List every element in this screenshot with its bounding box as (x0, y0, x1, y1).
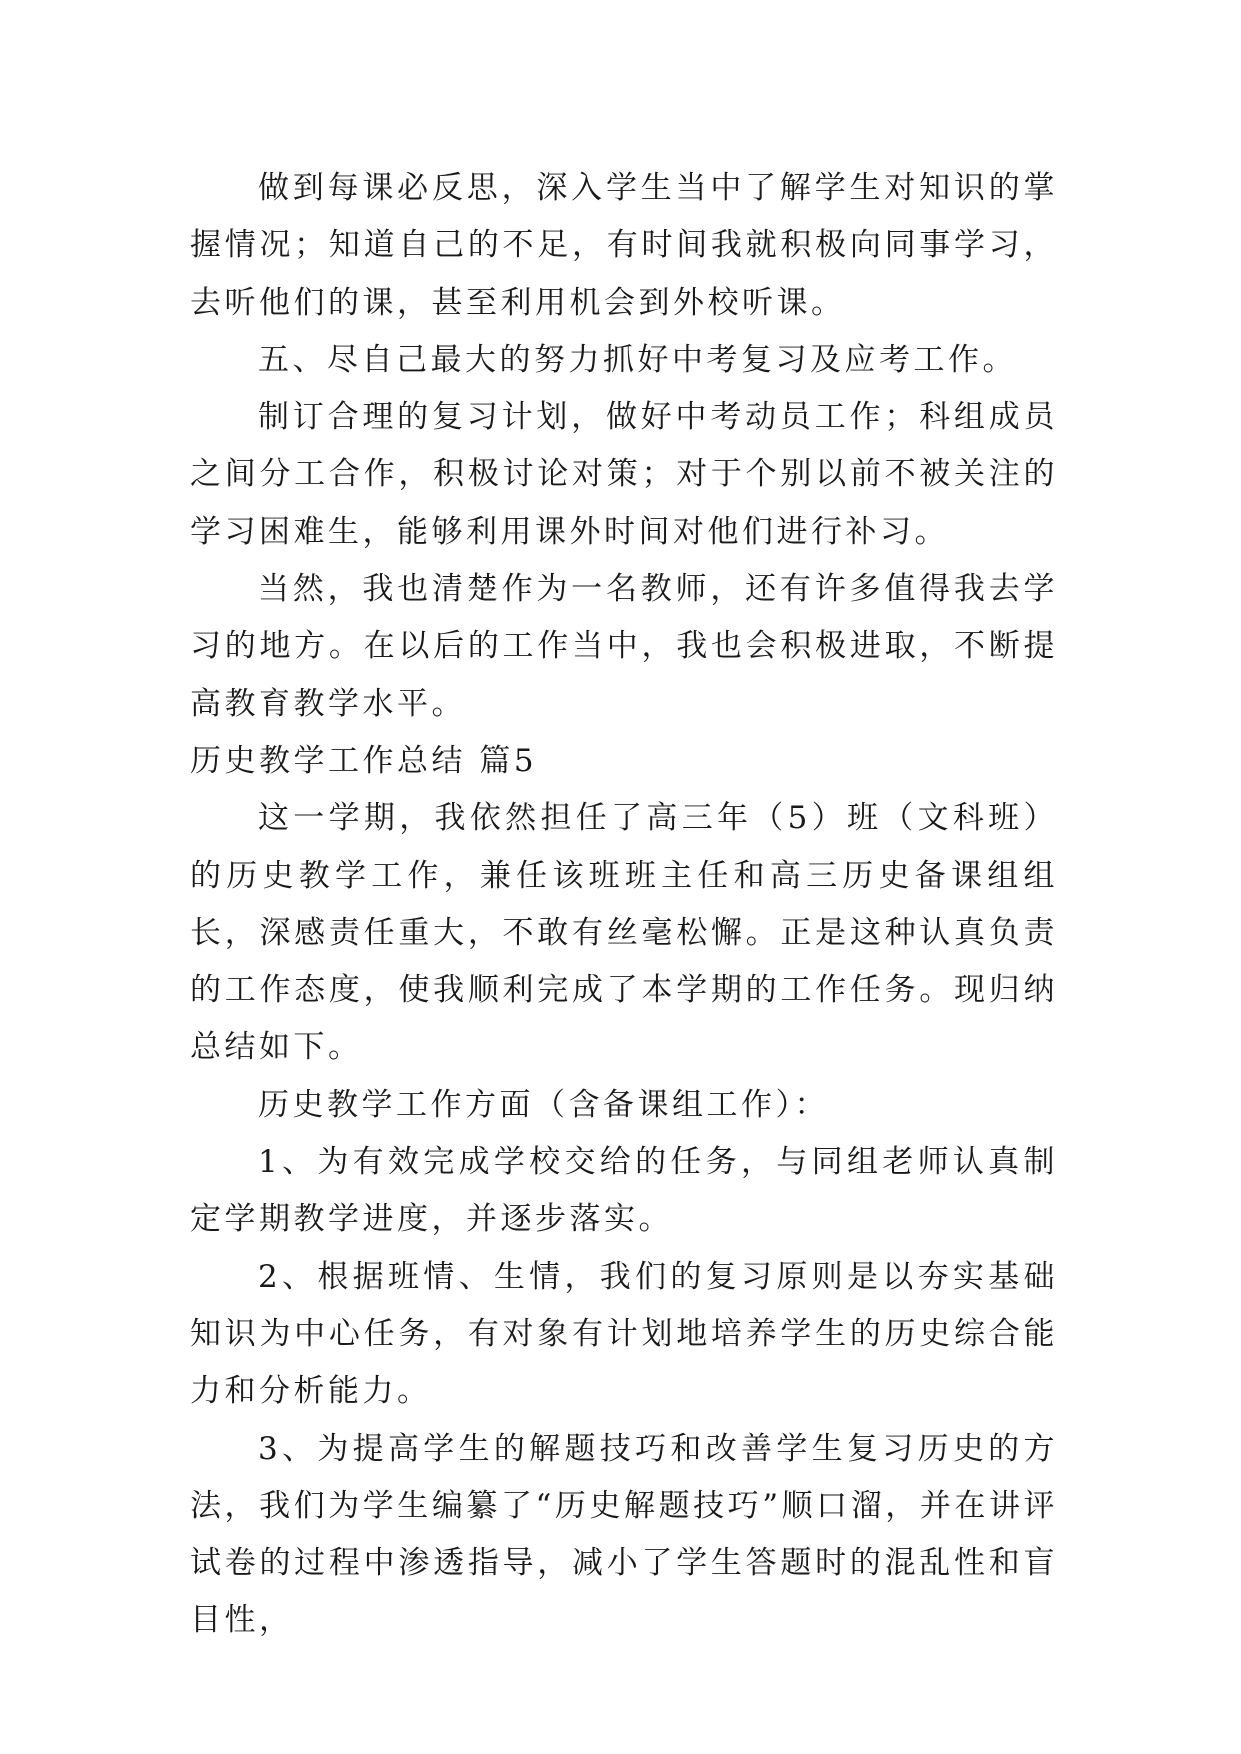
paragraph-item-3: 3、为提高学生的解题技巧和改善学生复习历史的方法，我们为学生编纂了“历史解题技巧”顺口溜，并在讲评试卷的过程中渗透指导，减小了学生答题时的混乱性和盲目性， (190, 1430, 1058, 1639)
section-heading: 历史教学工作总结 篇5 (190, 742, 538, 779)
paragraph-review-plan: 制订合理的复习计划，做好中考动员工作；科组成员之间分工合作，积极讨论对策；对于个别以前不被关注的学习困难生，能够利用课外时间对他们进行补习。 (190, 399, 1058, 550)
paragraph-teaching-aspect: 历史教学工作方面（含备课组工作）： (258, 1086, 829, 1123)
paragraph-semester-intro: 这一学期，我依然担任了高三年（5）班（文科班）的历史教学工作，兼任该班班主任和高三历史备课组组长，深感责任重大，不敢有丝毫松懈。正是这种认真负责的工作态度，使我顺利完成了本学期的工作任务。现归纳总结如下。 (190, 800, 1058, 1066)
paragraph-item-1: 1、为有效完成学校交给的任务，与同组老师认真制定学期教学进度，并逐步落实。 (190, 1144, 1058, 1238)
paragraph-section-five: 五、尽自己最大的努力抓好中考复习及应考工作。 (258, 341, 1017, 378)
paragraph-item-2: 2、根据班情、生情，我们的复习原则是以夯实基础知识为中心任务，有对象有计划地培养学生的历史综合能力和分析能力。 (190, 1258, 1058, 1410)
document-body (190, 160, 1058, 1650)
paragraph-conclusion: 当然，我也清楚作为一名教师，还有许多值得我去学习的地方。在以后的工作当中，我也会积极进取，不断提高教育教学水平。 (190, 571, 1058, 722)
paragraph-reflection: 做到每课必反思，深入学生当中了解学生对知识的掌握情况；知道自己的不足，有时间我就积极向同事学习，去听他们的课，甚至利用机会到外校听课。 (190, 170, 1058, 321)
